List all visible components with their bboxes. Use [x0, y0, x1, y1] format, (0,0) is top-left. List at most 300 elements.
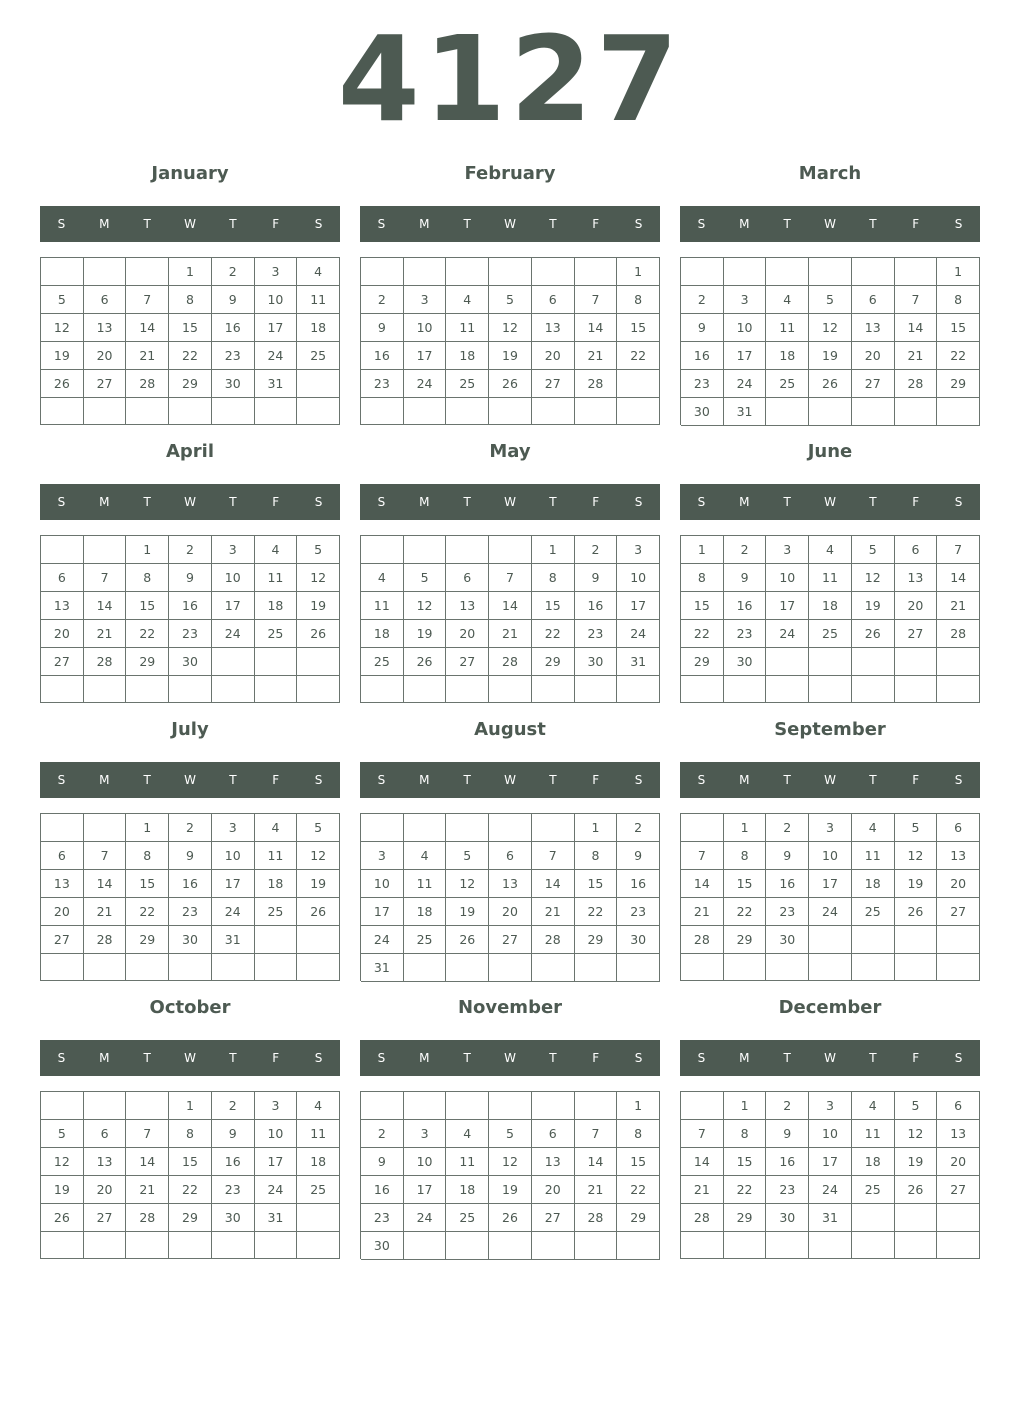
weekday-label: W [504, 773, 516, 787]
day-cell: 27 [84, 1204, 127, 1232]
day-cell: 14 [84, 870, 127, 898]
day-cell: 17 [361, 898, 404, 926]
day-cell: 31 [361, 954, 404, 982]
empty-cell [84, 536, 127, 564]
day-cell: 21 [575, 342, 618, 370]
day-cell: 23 [169, 620, 212, 648]
empty-cell [404, 258, 447, 286]
day-cell: 13 [84, 1148, 127, 1176]
day-cell: 9 [724, 564, 767, 592]
day-cell: 16 [169, 592, 212, 620]
empty-cell [724, 676, 767, 703]
day-cell: 20 [937, 1148, 980, 1176]
empty-cell [895, 1232, 938, 1259]
day-cell: 23 [212, 342, 255, 370]
day-cell: 5 [489, 286, 532, 314]
day-cell: 23 [575, 620, 618, 648]
day-cell: 4 [255, 814, 298, 842]
day-grid [40, 1091, 340, 1259]
day-cell: 18 [852, 870, 895, 898]
day-cell: 27 [41, 648, 84, 676]
day-cell: 27 [532, 370, 575, 398]
empty-cell [41, 1232, 84, 1259]
day-cell: 22 [126, 898, 169, 926]
day-cell: 14 [84, 592, 127, 620]
weekday-header [360, 762, 660, 798]
empty-cell [361, 258, 404, 286]
day-cell: 5 [41, 1120, 84, 1148]
day-cell: 1 [724, 1092, 767, 1120]
empty-cell [297, 370, 340, 398]
day-cell: 13 [532, 1148, 575, 1176]
day-cell: 28 [681, 926, 724, 954]
day-cell: 5 [41, 286, 84, 314]
empty-cell [255, 648, 298, 676]
empty-cell [84, 954, 127, 981]
empty-cell [489, 398, 532, 425]
empty-cell [724, 258, 767, 286]
day-cell: 15 [126, 870, 169, 898]
weekday-label: T [463, 1051, 471, 1065]
day-cell: 22 [169, 1176, 212, 1204]
day-cell: 6 [41, 564, 84, 592]
day-cell: 3 [724, 286, 767, 314]
weekday-label: T [783, 495, 791, 509]
weekday-label: M [419, 1051, 430, 1065]
day-cell: 12 [895, 1120, 938, 1148]
day-cell: 10 [255, 1120, 298, 1148]
day-grid [680, 813, 980, 981]
weekday-label: S [377, 773, 386, 787]
month-name: October [149, 997, 231, 1018]
day-cell: 19 [852, 592, 895, 620]
day-cell: 20 [84, 1176, 127, 1204]
day-grid [40, 535, 340, 703]
empty-cell [617, 370, 660, 398]
weekday-label: T [783, 1051, 791, 1065]
weekday-label: S [697, 217, 706, 231]
day-cell: 7 [532, 842, 575, 870]
day-cell: 6 [937, 814, 980, 842]
empty-cell [446, 954, 489, 982]
day-cell: 14 [895, 314, 938, 342]
day-cell: 18 [809, 592, 852, 620]
day-cell: 21 [84, 898, 127, 926]
day-grid [360, 257, 660, 425]
empty-cell [766, 676, 809, 703]
day-cell: 10 [212, 564, 255, 592]
day-cell: 25 [404, 926, 447, 954]
day-cell: 6 [937, 1092, 980, 1120]
empty-cell [84, 1092, 127, 1120]
day-cell: 19 [809, 342, 852, 370]
day-cell: 26 [297, 620, 340, 648]
day-cell: 30 [766, 926, 809, 954]
day-cell: 17 [724, 342, 767, 370]
weekday-label: M [419, 773, 430, 787]
day-cell: 22 [937, 342, 980, 370]
empty-cell [361, 814, 404, 842]
day-cell: 21 [575, 1176, 618, 1204]
weekday-label: T [549, 1051, 557, 1065]
day-cell: 19 [297, 870, 340, 898]
day-cell: 14 [575, 1148, 618, 1176]
weekday-label: T [869, 1051, 877, 1065]
empty-cell [532, 258, 575, 286]
empty-cell [681, 954, 724, 981]
day-cell: 16 [575, 592, 618, 620]
day-cell: 23 [681, 370, 724, 398]
weekday-label: W [824, 495, 836, 509]
day-cell: 1 [126, 814, 169, 842]
day-cell: 26 [809, 370, 852, 398]
day-cell: 12 [852, 564, 895, 592]
empty-cell [681, 1232, 724, 1259]
day-cell: 7 [937, 536, 980, 564]
day-cell: 7 [575, 1120, 618, 1148]
day-cell: 10 [809, 1120, 852, 1148]
weekday-label: F [912, 495, 920, 509]
day-cell: 8 [169, 286, 212, 314]
day-cell: 20 [41, 620, 84, 648]
day-cell: 1 [169, 1092, 212, 1120]
month-name: May [489, 441, 531, 462]
day-cell: 17 [766, 592, 809, 620]
weekday-label: T [143, 217, 151, 231]
day-cell: 11 [297, 1120, 340, 1148]
day-grid [360, 1091, 660, 1259]
day-cell: 17 [809, 1148, 852, 1176]
empty-cell [575, 258, 618, 286]
day-cell: 13 [84, 314, 127, 342]
weekday-header [360, 206, 660, 242]
day-cell: 8 [532, 564, 575, 592]
empty-cell [575, 676, 618, 703]
day-cell: 27 [852, 370, 895, 398]
day-cell: 12 [489, 314, 532, 342]
day-cell: 30 [169, 926, 212, 954]
day-cell: 14 [532, 870, 575, 898]
day-cell: 11 [255, 842, 298, 870]
empty-cell [297, 954, 340, 981]
day-cell: 10 [617, 564, 660, 592]
empty-cell [766, 398, 809, 426]
day-cell: 13 [532, 314, 575, 342]
day-cell: 14 [126, 314, 169, 342]
day-cell: 18 [255, 870, 298, 898]
day-cell: 28 [575, 1204, 618, 1232]
weekday-label: T [869, 217, 877, 231]
empty-cell [84, 676, 127, 703]
day-cell: 15 [126, 592, 169, 620]
month-name: April [165, 441, 215, 462]
day-cell: 25 [809, 620, 852, 648]
day-cell: 12 [41, 1148, 84, 1176]
day-cell: 13 [41, 592, 84, 620]
weekday-label: F [272, 773, 280, 787]
empty-cell [169, 676, 212, 703]
month-name: September [774, 719, 886, 740]
day-cell: 21 [937, 592, 980, 620]
day-cell: 17 [212, 870, 255, 898]
day-cell: 4 [852, 814, 895, 842]
day-cell: 1 [724, 814, 767, 842]
day-cell: 31 [212, 926, 255, 954]
empty-cell [361, 1092, 404, 1120]
day-cell: 3 [404, 1120, 447, 1148]
weekday-label: S [954, 773, 963, 787]
day-grid [360, 535, 660, 703]
day-cell: 20 [532, 1176, 575, 1204]
weekday-label: T [869, 495, 877, 509]
weekday-label: M [99, 217, 110, 231]
day-cell: 24 [212, 620, 255, 648]
empty-cell [169, 1232, 212, 1259]
empty-cell [937, 1204, 980, 1232]
day-cell: 7 [126, 286, 169, 314]
weekday-header [40, 484, 340, 520]
weekday-label: M [739, 773, 750, 787]
empty-cell [532, 398, 575, 425]
day-cell: 30 [361, 1232, 404, 1260]
day-cell: 10 [404, 1148, 447, 1176]
day-cell: 26 [297, 898, 340, 926]
weekday-label: F [912, 217, 920, 231]
day-cell: 26 [489, 1204, 532, 1232]
day-cell: 15 [724, 870, 767, 898]
day-cell: 28 [681, 1204, 724, 1232]
day-cell: 21 [126, 1176, 169, 1204]
day-cell: 15 [575, 870, 618, 898]
day-cell: 19 [404, 620, 447, 648]
day-cell: 19 [41, 1176, 84, 1204]
weekday-label: T [229, 495, 237, 509]
day-cell: 9 [169, 842, 212, 870]
day-cell: 4 [404, 842, 447, 870]
day-cell: 27 [937, 898, 980, 926]
day-cell: 14 [937, 564, 980, 592]
day-cell: 27 [446, 648, 489, 676]
weekday-label: F [592, 1051, 600, 1065]
weekday-header [360, 1040, 660, 1076]
day-cell: 15 [169, 314, 212, 342]
empty-cell [361, 398, 404, 425]
day-cell: 1 [532, 536, 575, 564]
day-cell: 28 [937, 620, 980, 648]
day-cell: 23 [766, 898, 809, 926]
empty-cell [404, 536, 447, 564]
day-cell: 28 [84, 926, 127, 954]
empty-cell [489, 1232, 532, 1260]
empty-cell [617, 1232, 660, 1260]
day-cell: 6 [532, 286, 575, 314]
day-cell: 7 [489, 564, 532, 592]
day-cell: 8 [724, 842, 767, 870]
day-cell: 24 [617, 620, 660, 648]
empty-cell [809, 954, 852, 981]
day-cell: 16 [361, 1176, 404, 1204]
empty-cell [809, 258, 852, 286]
day-cell: 8 [617, 286, 660, 314]
day-cell: 3 [404, 286, 447, 314]
day-cell: 31 [255, 1204, 298, 1232]
weekday-label: T [783, 773, 791, 787]
month-name: November [457, 997, 563, 1018]
day-cell: 23 [724, 620, 767, 648]
weekday-label: S [314, 217, 323, 231]
empty-cell [937, 926, 980, 954]
day-cell: 2 [212, 1092, 255, 1120]
day-cell: 22 [575, 898, 618, 926]
empty-cell [766, 648, 809, 676]
day-cell: 11 [404, 870, 447, 898]
weekday-label: W [504, 1051, 516, 1065]
day-cell: 18 [361, 620, 404, 648]
weekday-label: S [314, 495, 323, 509]
weekday-label: M [99, 1051, 110, 1065]
day-cell: 8 [126, 842, 169, 870]
empty-cell [84, 258, 127, 286]
day-cell: 5 [809, 286, 852, 314]
empty-cell [404, 398, 447, 425]
empty-cell [937, 398, 980, 426]
empty-cell [126, 676, 169, 703]
day-cell: 31 [809, 1204, 852, 1232]
day-cell: 25 [852, 898, 895, 926]
day-cell: 14 [681, 1148, 724, 1176]
day-cell: 21 [126, 342, 169, 370]
day-cell: 28 [126, 370, 169, 398]
empty-cell [212, 398, 255, 425]
day-cell: 8 [169, 1120, 212, 1148]
day-cell: 4 [297, 258, 340, 286]
day-cell: 7 [84, 842, 127, 870]
day-cell: 26 [404, 648, 447, 676]
day-cell: 25 [766, 370, 809, 398]
day-cell: 4 [809, 536, 852, 564]
weekday-label: T [143, 495, 151, 509]
day-cell: 4 [297, 1092, 340, 1120]
day-cell: 12 [489, 1148, 532, 1176]
weekday-label: F [592, 773, 600, 787]
weekday-label: T [229, 1051, 237, 1065]
empty-cell [446, 398, 489, 425]
empty-cell [681, 258, 724, 286]
empty-cell [852, 954, 895, 981]
day-cell: 6 [895, 536, 938, 564]
weekday-label: F [592, 495, 600, 509]
empty-cell [297, 648, 340, 676]
empty-cell [41, 536, 84, 564]
weekday-label: S [314, 773, 323, 787]
day-cell: 18 [852, 1148, 895, 1176]
weekday-label: W [504, 495, 516, 509]
day-cell: 18 [297, 1148, 340, 1176]
day-cell: 24 [724, 370, 767, 398]
empty-cell [446, 1092, 489, 1120]
weekday-label: T [869, 773, 877, 787]
day-cell: 29 [169, 370, 212, 398]
empty-cell [681, 1092, 724, 1120]
weekday-label: F [272, 217, 280, 231]
weekday-label: S [377, 1051, 386, 1065]
month-name: January [151, 163, 229, 184]
day-cell: 20 [489, 898, 532, 926]
weekday-header [680, 206, 980, 242]
day-cell: 28 [575, 370, 618, 398]
day-cell: 25 [361, 648, 404, 676]
weekday-header [40, 1040, 340, 1076]
weekday-label: F [592, 217, 600, 231]
day-cell: 10 [766, 564, 809, 592]
day-cell: 2 [169, 814, 212, 842]
day-cell: 5 [852, 536, 895, 564]
day-cell: 29 [575, 926, 618, 954]
day-cell: 3 [809, 1092, 852, 1120]
day-cell: 2 [766, 1092, 809, 1120]
empty-cell [724, 1232, 767, 1259]
day-cell: 1 [937, 258, 980, 286]
weekday-label: T [143, 773, 151, 787]
day-cell: 30 [169, 648, 212, 676]
empty-cell [681, 676, 724, 703]
day-cell: 24 [255, 1176, 298, 1204]
month-name: March [798, 163, 862, 184]
day-cell: 17 [809, 870, 852, 898]
day-cell: 7 [126, 1120, 169, 1148]
weekday-label: W [184, 773, 196, 787]
day-cell: 24 [766, 620, 809, 648]
empty-cell [84, 398, 127, 425]
day-cell: 1 [126, 536, 169, 564]
empty-cell [489, 536, 532, 564]
day-cell: 30 [766, 1204, 809, 1232]
weekday-label: S [377, 495, 386, 509]
day-cell: 12 [809, 314, 852, 342]
day-cell: 24 [404, 1204, 447, 1232]
day-cell: 15 [169, 1148, 212, 1176]
day-cell: 13 [937, 1120, 980, 1148]
empty-cell [41, 814, 84, 842]
day-cell: 6 [532, 1120, 575, 1148]
day-cell: 24 [809, 898, 852, 926]
empty-cell [404, 954, 447, 982]
day-cell: 15 [937, 314, 980, 342]
day-cell: 5 [895, 814, 938, 842]
day-cell: 30 [681, 398, 724, 426]
empty-cell [446, 814, 489, 842]
weekday-label: T [463, 773, 471, 787]
empty-cell [255, 954, 298, 981]
day-cell: 2 [766, 814, 809, 842]
weekday-label: M [419, 495, 430, 509]
weekday-label: T [229, 773, 237, 787]
day-cell: 14 [489, 592, 532, 620]
day-cell: 15 [532, 592, 575, 620]
day-cell: 7 [84, 564, 127, 592]
empty-cell [404, 1232, 447, 1260]
day-cell: 18 [255, 592, 298, 620]
day-cell: 21 [532, 898, 575, 926]
empty-cell [724, 954, 767, 981]
day-cell: 30 [575, 648, 618, 676]
weekday-label: S [57, 773, 66, 787]
weekday-label: S [314, 1051, 323, 1065]
day-cell: 7 [681, 842, 724, 870]
day-cell: 11 [361, 592, 404, 620]
weekday-label: S [377, 217, 386, 231]
weekday-label: S [954, 1051, 963, 1065]
